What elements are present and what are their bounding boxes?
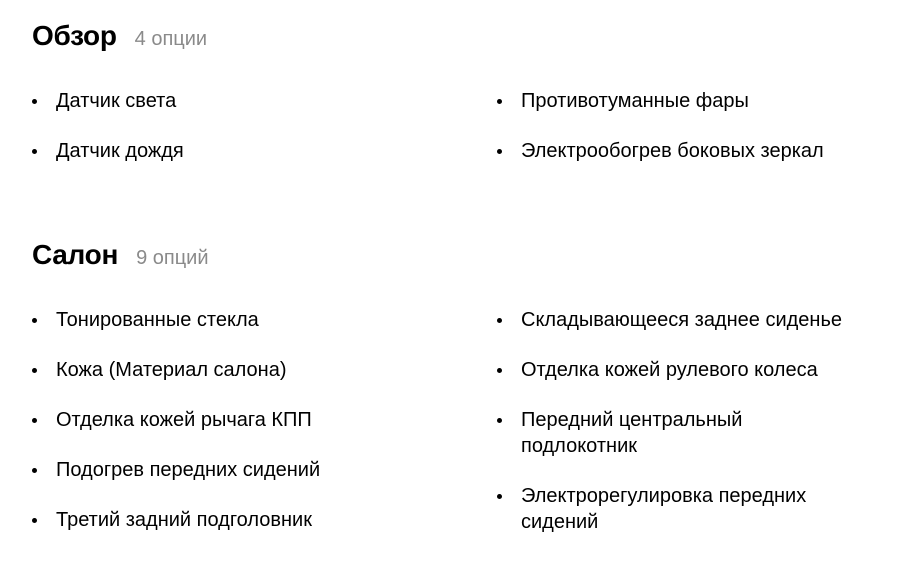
option-label: Противотуманные фары <box>521 90 749 112</box>
option-columns <box>32 88 892 188</box>
option-column-left <box>32 88 412 188</box>
list-item <box>497 307 877 333</box>
option-label: Отделка кожей рулевого колеса <box>521 359 818 381</box>
option-count: 9 опций <box>136 247 209 269</box>
option-label: Датчик дождя <box>56 140 184 162</box>
option-label: Кожа (Материал салона) <box>56 359 287 381</box>
list-item <box>497 357 877 383</box>
option-label: Отделка кожей рычага КПП <box>56 409 312 431</box>
list-item <box>497 407 801 459</box>
option-column-right <box>497 307 877 559</box>
bullet-icon <box>497 149 502 154</box>
section-interior <box>32 239 892 567</box>
list-item <box>32 357 412 383</box>
list-item <box>32 457 412 483</box>
bullet-icon <box>32 418 37 423</box>
bullet-icon <box>32 99 37 104</box>
option-label: Передний центральный подлокотник <box>521 409 743 457</box>
bullet-icon <box>497 99 502 104</box>
list-item <box>497 138 877 164</box>
list-item <box>32 407 412 433</box>
list-item <box>497 88 877 114</box>
option-column-left <box>32 307 412 557</box>
bullet-icon <box>497 494 502 499</box>
section-title: Обзор <box>32 20 117 51</box>
option-label: Тонированные стекла <box>56 309 259 331</box>
option-label: Третий задний подголовник <box>56 509 312 531</box>
bullet-icon <box>32 468 37 473</box>
bullet-icon <box>497 318 502 323</box>
bullet-icon <box>497 418 502 423</box>
list-item <box>32 507 412 533</box>
bullet-icon <box>32 518 37 523</box>
option-label: Электрорегулировка передних сидений <box>521 485 807 533</box>
section-title: Салон <box>32 239 119 270</box>
option-label: Датчик света <box>56 90 177 112</box>
option-label: Складывающееся заднее сиденье <box>521 309 843 331</box>
bullet-icon <box>32 318 37 323</box>
section-header <box>32 239 892 275</box>
bullet-icon <box>32 368 37 373</box>
option-label: Подогрев передних сидений <box>56 459 321 481</box>
list-item <box>32 307 412 333</box>
option-count: 4 опции <box>134 28 208 50</box>
bullet-icon <box>497 368 502 373</box>
bullet-icon <box>32 149 37 154</box>
list-item <box>497 483 861 535</box>
list-item <box>32 88 412 114</box>
option-columns <box>32 307 892 567</box>
list-item <box>32 138 412 164</box>
option-column-right <box>497 88 877 188</box>
option-label: Электрообогрев боковых зеркал <box>521 140 824 162</box>
section-overview <box>32 20 892 188</box>
section-header <box>32 20 892 56</box>
